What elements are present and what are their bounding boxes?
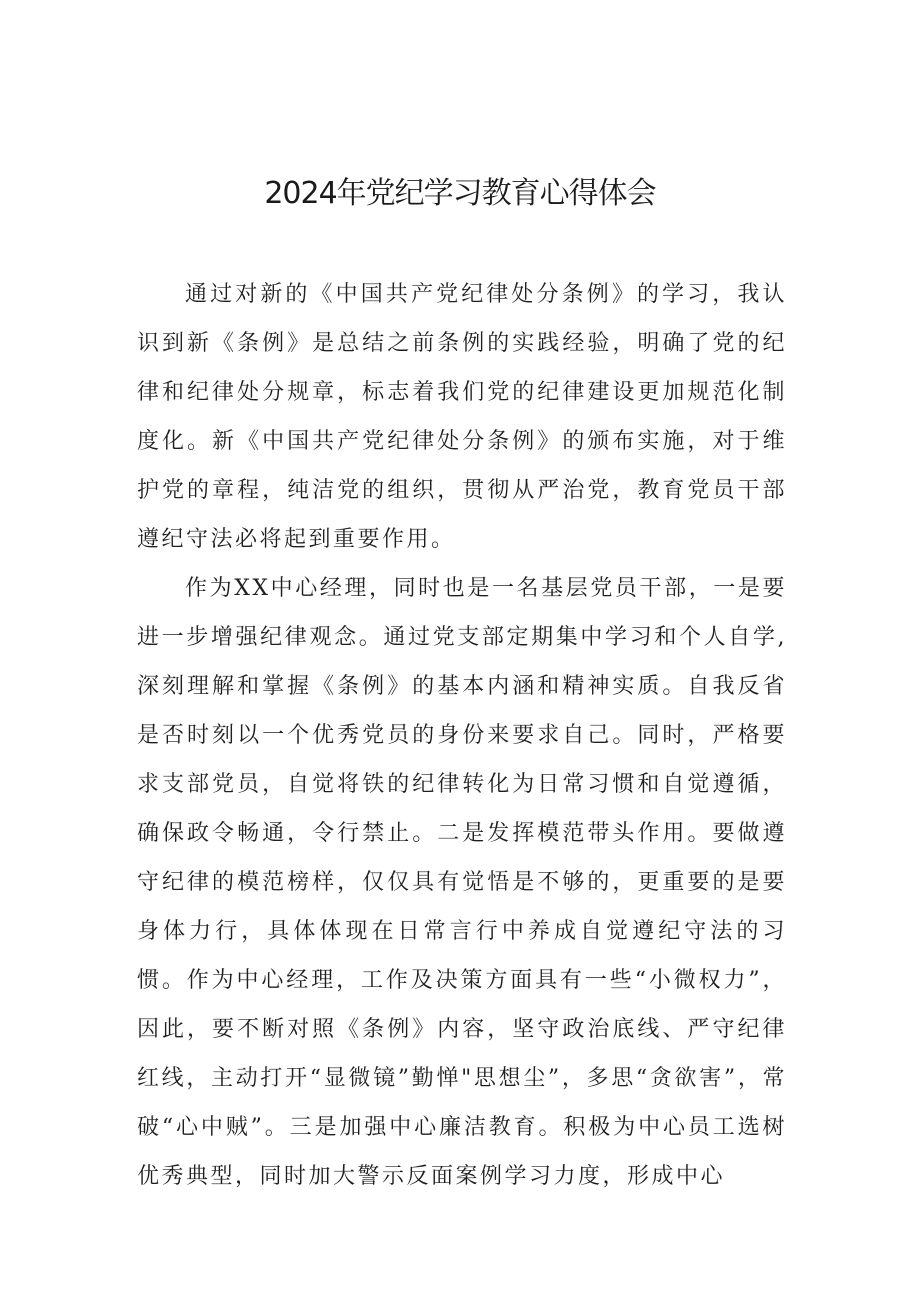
paragraph-2: 作为XX中心经理，同时也是一名基层党员干部，一是要进一步增强纪律观念。通过党支部定期集中学习和个人自学,深刻理解和掌握《条例》的基本内涵和精神实质。自我反省是否时刻以一个优秀党员的身份来要求自己。同时，严格要求支部党员，自觉将铁的纪律转化为日常习惯和自觉遵循，确保政令畅通，令行禁止。二是发挥模范带头作用。要做遵守纪律的模范榜样，仅仅具有觉悟是不够的，更重要的是要身体力行，具体体现在日常言行中养成自觉遵纪守法的习惯。作为中心经理，工作及决策方面具有一些“小微权力”，因此，要不断对照《条例》内容，坚守政治底线、严守纪律红线，主动打开“显微镜”勤惮"思想尘”，多思“贪欲害”，常破“心中贼”。三是加强中心廉洁教育。积极为中心员工选树优秀典型，同时加大警示反面案例学习力度，形成中心 <box>137 576 787 1189</box>
document-title: 2024年党纪学习教育心得体会 <box>264 176 656 211</box>
document-body <box>137 270 787 1201</box>
paragraph-1: 通过对新的《中国共产党纪律处分条例》的学习，我认识到新《条例》是总结之前条例的实践经验，明确了党的纪律和纪律处分规章，标志着我们党的纪律建设更加规范化制度化。新《中国共产党纪律处分条例》的颁布实施，对于维护党的章程，纯洁党的组织，贯彻从严治党，教育党员干部遵纪守法必将起到重要作用。 <box>137 282 787 552</box>
